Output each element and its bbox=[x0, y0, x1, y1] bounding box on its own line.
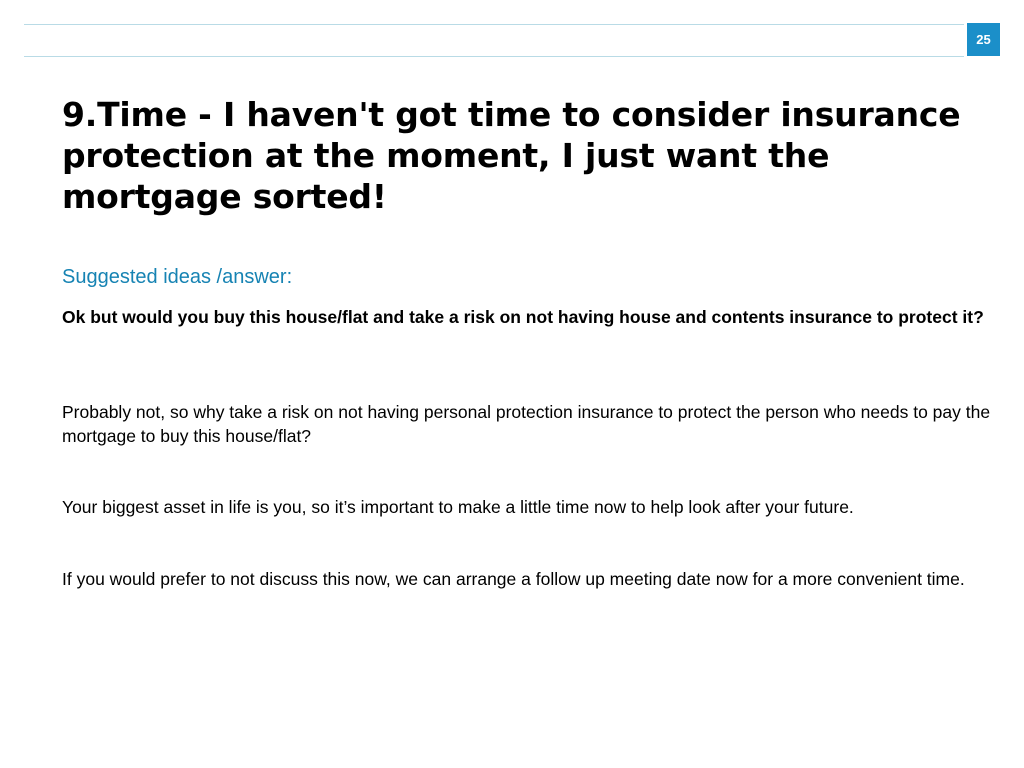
page-number-badge: 25 bbox=[967, 23, 1000, 56]
answer-paragraph-2: Your biggest asset in life is you, so it’s important to make a little time now to help look after your future. bbox=[62, 497, 854, 517]
answer-paragraph-3: If you would prefer to not discuss this now, we can arrange a follow up meeting date now for a more convenient time. bbox=[62, 569, 965, 589]
suggested-answer-heading: Suggested ideas /answer: bbox=[62, 266, 293, 288]
header-rule-bottom bbox=[24, 56, 964, 57]
answer-paragraph-1: Probably not, so why take a risk on not having personal protection insurance to protect the person who needs to pay the mortgage to buy this house/flat? bbox=[62, 402, 991, 446]
slide-title: 9.Time - I haven't got time to consider insurance protection at the moment, I just want the mortgage sorted! bbox=[62, 95, 961, 216]
answer-question: Ok but would you buy this house/flat and take a risk on not having house and contents insurance to protect it? bbox=[62, 307, 984, 327]
header-rule-top bbox=[24, 24, 964, 25]
